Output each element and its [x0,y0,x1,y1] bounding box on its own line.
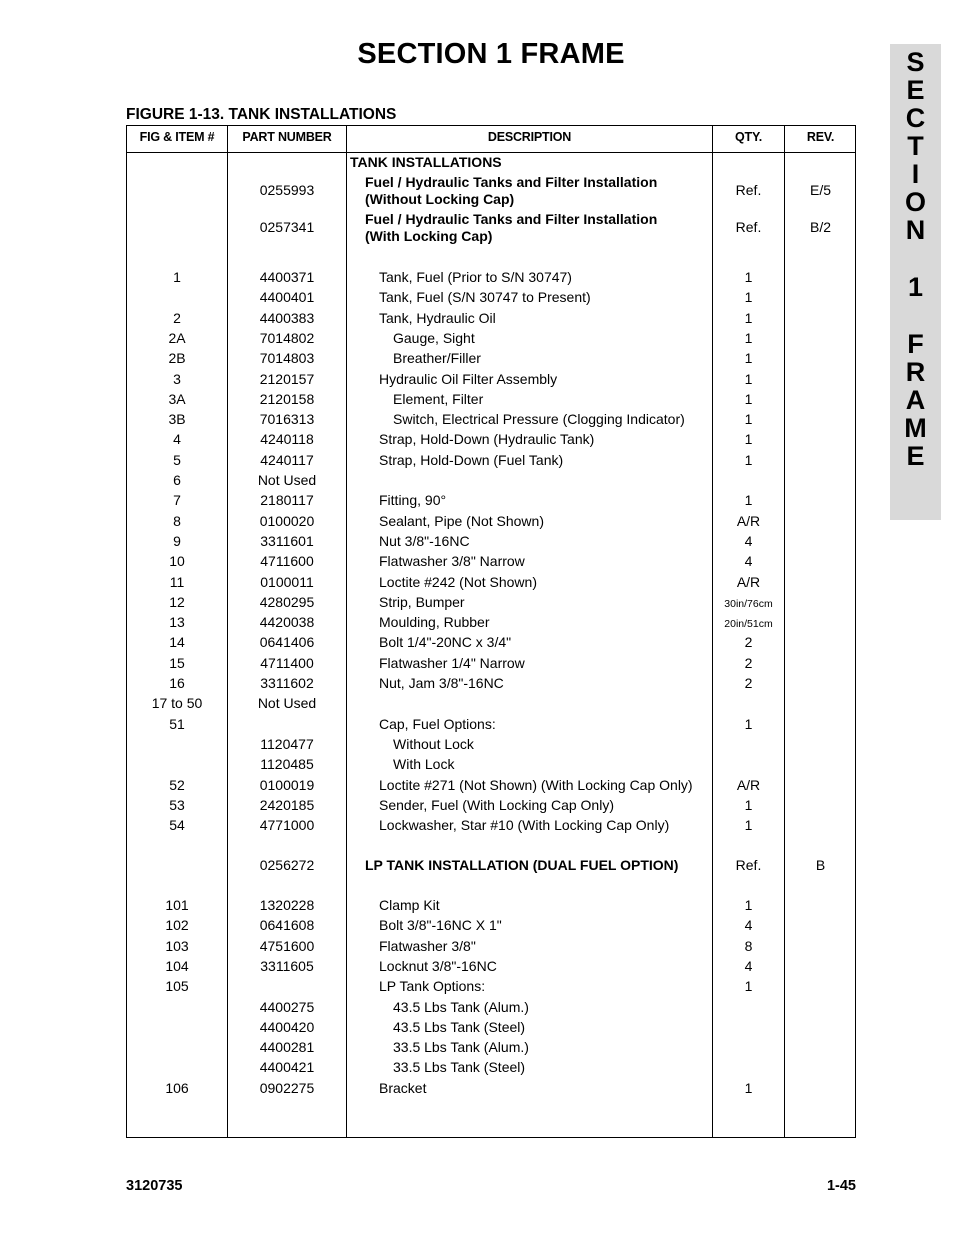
item-description: Locknut 3/8"-16NC [379,958,497,974]
page-title: SECTION 1 FRAME [357,38,625,70]
item-description: Bracket [379,1080,427,1096]
item-fig-number: 51 [169,716,185,732]
item-part-number: 7014802 [259,330,315,346]
item-part-number: 4240118 [260,431,314,447]
item-qty: A/R [736,513,761,529]
item-description: 33.5 Lbs Tank (Steel) [393,1059,526,1075]
item-qty: 4 [744,958,753,974]
item-description: 43.5 Lbs Tank (Steel) [393,1019,526,1035]
assembly-qty: Ref. [735,219,762,235]
header-qty: QTY. [735,130,762,144]
item-qty: 1 [744,797,753,813]
item-description: Tank, Hydraulic Oil [379,310,496,326]
item-fig-number: 3A [168,391,186,407]
item-qty: 1 [744,310,753,326]
item-fig-number: 9 [173,533,181,549]
assembly-description: Fuel / Hydraulic Tanks and Filter Installation [365,174,658,190]
item-description: Nut 3/8"-16NC [379,533,470,549]
assembly-part-number: 0257341 [259,219,315,235]
side-tab-letter: R [905,357,926,387]
item-part-number: 4400383 [259,310,315,326]
item-description: Bolt 1/4"-20NC x 3/4" [379,634,512,650]
item-description: Element, Filter [393,391,484,407]
item-fig-number: 103 [165,938,189,954]
item-part-number: 4711600 [260,553,314,569]
item-part-number: Not Used [257,695,317,711]
item-qty: 20in/51cm [724,618,773,630]
item-fig-number: 16 [169,675,185,691]
item-fig-number: 52 [169,777,185,793]
item-part-number: 4400371 [259,269,315,285]
item-description: Tank, Fuel (Prior to S/N 30747) [379,269,572,285]
item-fig-number: 2A [168,330,186,346]
item-qty: 30in/76cm [724,598,773,610]
side-tab-letter: N [905,215,926,245]
item-description: LP Tank Options: [379,978,486,994]
item-qty: 1 [744,978,753,994]
item-part-number: 2120158 [259,391,315,407]
item-fig-number: 14 [169,634,185,650]
side-tab-letter: E [906,75,925,105]
item-qty: 2 [744,675,753,691]
assembly-rev: E/5 [809,182,831,198]
side-tab-letter: 1 [907,272,924,302]
side-tab-letter: M [904,413,927,443]
item-part-number: 4280295 [259,594,315,610]
assembly-qty: Ref. [735,182,762,198]
item-part-number: Not Used [257,472,317,488]
header-part-number: PART NUMBER [242,130,332,144]
item-part-number: 7016313 [259,411,315,427]
side-tab-letter: F [907,329,924,359]
item-fig-number: 104 [165,958,189,974]
item-qty: 4 [744,533,753,549]
item-fig-number: 106 [165,1080,189,1096]
item-description: Clamp Kit [379,897,440,913]
item-description: Gauge, Sight [393,330,475,346]
side-tab-letter: O [904,187,926,217]
item-part-number: 3311602 [260,675,314,691]
item-qty: 1 [744,289,753,305]
item-part-number: 0641406 [259,634,315,650]
section-heading: TANK INSTALLATIONS [350,154,502,170]
section-side-tab [890,44,941,520]
item-qty: A/R [736,777,761,793]
item-part-number: 2420185 [259,797,315,813]
lp-assembly-part-number: 0256272 [259,857,315,873]
side-tab-letter: E [906,441,925,471]
item-part-number: 0100019 [259,777,315,793]
item-description: Flatwasher 3/8" Narrow [379,553,525,569]
item-description: Nut, Jam 3/8"-16NC [379,675,504,691]
item-fig-number: 54 [169,817,185,833]
item-description: Without Lock [393,736,474,752]
item-part-number: 3311601 [260,533,314,549]
item-qty: 4 [744,917,753,933]
item-description: Hydraulic Oil Filter Assembly [379,371,558,387]
item-description: Loctite #271 (Not Shown) (With Locking Cap Only) [379,777,693,793]
item-part-number: 2180117 [260,492,314,508]
item-fig-number: 12 [169,594,185,610]
item-description: Tank, Fuel (S/N 30747 to Present) [379,289,591,305]
item-fig-number: 11 [169,574,185,590]
item-fig-number: 4 [173,431,181,447]
item-description: Breather/Filler [393,350,481,366]
side-tab-letter: A [905,385,926,415]
item-fig-number: 17 to 50 [151,695,203,711]
side-tab-letter: T [907,131,924,161]
assembly-part-number: 0255993 [259,182,315,198]
column-divider [784,125,785,1138]
header-divider [126,152,856,153]
item-part-number: 4771000 [259,817,315,833]
item-fig-number: 15 [169,655,185,671]
assembly-rev: B/2 [809,219,831,235]
side-tab-letter: S [906,47,925,77]
footer-doc-number: 3120735 [126,1178,183,1194]
item-part-number: 4240117 [260,452,314,468]
item-fig-number: 102 [165,917,189,933]
header-fig-item: FIG & ITEM # [139,130,215,144]
item-part-number: 4400281 [259,1039,315,1055]
item-part-number: 1120485 [260,756,314,772]
item-part-number: 1120477 [260,736,314,752]
item-qty: 8 [744,938,753,954]
item-part-number: 4400275 [259,999,315,1015]
item-description: Loctite #242 (Not Shown) [379,574,537,590]
figure-title: FIGURE 1-13. TANK INSTALLATIONS [126,106,397,123]
item-fig-number: 2B [168,350,186,366]
item-qty: 1 [744,371,753,387]
item-fig-number: 105 [165,978,189,994]
item-description: Sender, Fuel (With Locking Cap Only) [379,797,614,813]
item-description: Switch, Electrical Pressure (Clogging Indicator) [393,411,685,427]
item-fig-number: 10 [169,553,185,569]
item-fig-number: 13 [169,614,185,630]
item-qty: 1 [744,1080,753,1096]
item-part-number: 4420038 [259,614,315,630]
item-fig-number: 3B [168,411,186,427]
header-description: DESCRIPTION [487,130,572,144]
item-qty: 1 [744,411,753,427]
assembly-description-note: (Without Locking Cap) [365,191,515,207]
item-description: Sealant, Pipe (Not Shown) [379,513,544,529]
side-tab-letter: C [905,103,926,133]
item-fig-number: 7 [173,492,181,508]
column-divider [346,125,347,1138]
item-part-number: 4751600 [259,938,315,954]
lp-assembly-rev: B [815,857,826,873]
item-description: Bolt 3/8"-16NC X 1" [379,917,502,933]
item-part-number: 3311605 [260,958,314,974]
footer-page-number: 1-45 [826,1178,856,1194]
assembly-description: Fuel / Hydraulic Tanks and Filter Installation [365,211,658,227]
item-part-number: 0902275 [259,1080,315,1096]
item-qty: 1 [744,431,753,447]
item-description: Cap, Fuel Options: [379,716,496,732]
item-part-number: 0100011 [260,574,314,590]
item-qty: 1 [744,492,753,508]
item-qty: 1 [744,330,753,346]
item-description: Flatwasher 3/8" [379,938,476,954]
item-fig-number: 2 [173,310,181,326]
item-part-number: 2120157 [259,371,315,387]
item-qty: A/R [736,574,761,590]
item-qty: 1 [744,897,753,913]
header-rev: REV. [806,130,835,144]
lp-assembly-description: LP TANK INSTALLATION (DUAL FUEL OPTION) [365,857,679,873]
item-fig-number: 8 [173,513,181,529]
assembly-description-note: (With Locking Cap) [365,228,493,244]
item-qty: 1 [744,269,753,285]
item-description: Strap, Hold-Down (Hydraulic Tank) [379,431,595,447]
item-fig-number: 6 [173,472,181,488]
item-qty: 1 [744,716,753,732]
item-qty: 4 [744,553,753,569]
item-description: Strip, Bumper [379,594,465,610]
item-description: 33.5 Lbs Tank (Alum.) [393,1039,529,1055]
item-part-number: 4400421 [259,1059,315,1075]
item-qty: 1 [744,350,753,366]
item-fig-number: 5 [173,452,181,468]
item-fig-number: 1 [173,269,181,285]
item-part-number: 4400401 [259,289,315,305]
item-description: Flatwasher 1/4" Narrow [379,655,525,671]
item-description: Fitting, 90° [379,492,447,508]
item-description: With Lock [393,756,455,772]
item-part-number: 0641608 [259,917,315,933]
item-fig-number: 3 [173,371,181,387]
item-part-number: 1320228 [259,897,315,913]
item-part-number: 7014803 [259,350,315,366]
item-part-number: 4711400 [260,655,314,671]
item-qty: 1 [744,452,753,468]
item-qty: 1 [744,391,753,407]
lp-assembly-qty: Ref. [735,857,762,873]
item-qty: 2 [744,634,753,650]
item-qty: 2 [744,655,753,671]
item-description: Strap, Hold-Down (Fuel Tank) [379,452,564,468]
item-fig-number: 101 [165,897,189,913]
side-tab-letter: I [911,159,920,189]
item-description: Moulding, Rubber [379,614,490,630]
item-description: Lockwasher, Star #10 (With Locking Cap Only) [379,817,670,833]
item-part-number: 0100020 [259,513,315,529]
item-part-number: 4400420 [259,1019,315,1035]
item-qty: 1 [744,817,753,833]
item-fig-number: 53 [169,797,185,813]
item-description: 43.5 Lbs Tank (Alum.) [393,999,529,1015]
